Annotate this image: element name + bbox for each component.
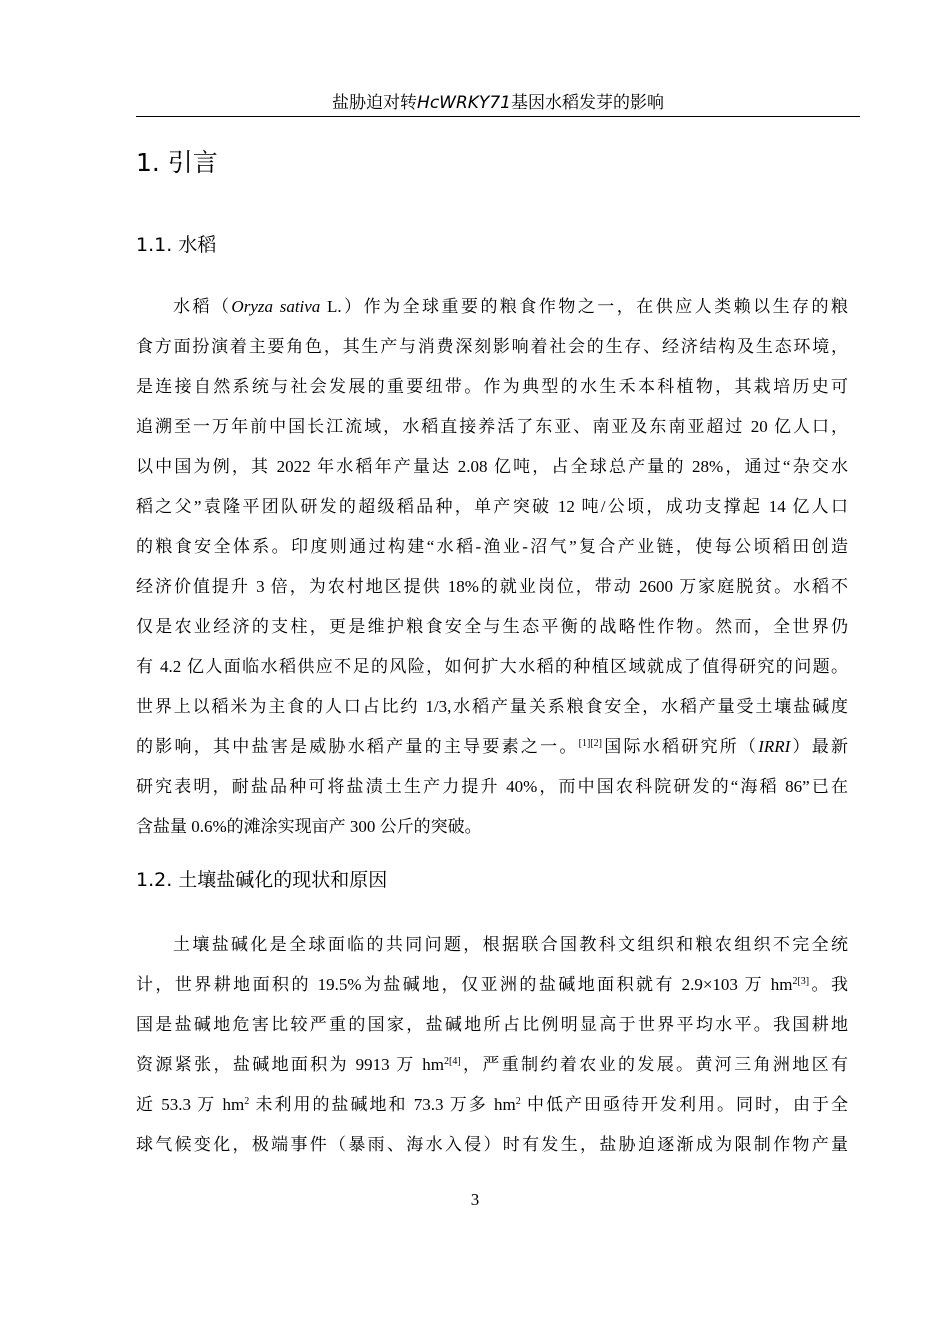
paragraph-line <box>136 1046 848 1086</box>
text-span: 水稻（ <box>173 297 232 316</box>
superscript-citation[interactable]: 2[3] <box>792 976 810 987</box>
paragraph-line <box>136 1086 848 1126</box>
header-title-suffix: 基因水稻发芽的影响 <box>510 93 664 112</box>
paragraph-line <box>136 966 848 1006</box>
paragraph-line: 稻之父”袁隆平团队研发的超级稻品种，单产突破 12 吨/公顷，成功支撑起 14 亿人口 <box>136 497 848 516</box>
paragraph-line <box>136 288 848 328</box>
superscript: 2 <box>515 1096 521 1107</box>
paragraph-line: 含盐量 0.6%的滩涂实现亩产 300 公斤的突破。 <box>136 817 482 836</box>
text-span: 近 53.3 万 hm <box>136 1095 245 1114</box>
paragraph-line <box>136 728 848 768</box>
running-header <box>136 92 860 114</box>
section-1-2-paragraph <box>136 926 848 1166</box>
paragraph-line: 球气候变化，极端事件（暴雨、海水入侵）时有发生，盐胁迫逐渐成为限制作物产量 <box>136 1135 848 1154</box>
citation-ref[interactable]: [2] <box>590 738 602 749</box>
text-span: 计，世界耕地面积的 19.5%为盐碱地，仅亚洲的盐碱地面积就有 2.9×103 万 hm <box>136 975 793 994</box>
citation-ref[interactable]: [1] <box>578 738 591 749</box>
header-title-prefix: 盐胁迫对转 <box>332 93 418 112</box>
text-span: ）最新 <box>790 737 849 756</box>
text-span: ，严重制约着农业的发展。黄河三角洲地区有 <box>460 1055 848 1074</box>
paragraph-line: 经济价值提升 3 倍，为农村地区提供 18%的就业岗位，带动 2600 万家庭脱贫。水稻不 <box>136 577 848 596</box>
section-1-1-paragraph <box>136 288 848 848</box>
header-rule <box>136 116 860 117</box>
superscript: 2 <box>244 1096 250 1107</box>
section-1-heading: 1. 引言 <box>136 148 218 177</box>
paragraph-line: 国是盐碱地危害比较严重的国家，盐碱地所占比例明显高于世界平均水平。我国耕地 <box>136 1015 848 1034</box>
species-name: Oryza sativa <box>231 297 321 316</box>
paragraph-line: 有 4.2 亿人面临水稻供应不足的风险，如何扩大水稻的种植区域就成了值得研究的问题。 <box>136 657 848 676</box>
paragraph-line: 土壤盐碱化是全球面临的共同问题，根据联合国教科文组织和粮农组织不完全统 <box>173 935 848 954</box>
paragraph-line: 的粮食安全体系。印度则通过构建“水稻-渔业-沼气”复合产业链，使每公顷稻田创造 <box>136 537 848 556</box>
paragraph-line: 是连接自然系统与社会发展的重要纽带。作为典型的水生禾本科植物，其栽培历史可 <box>136 377 848 396</box>
text-span: 中低产田亟待开发利用。同时，由于全 <box>520 1095 848 1114</box>
text-span: 。我 <box>809 975 848 994</box>
paragraph-line: 世界上以稻米为主食的人口占比约 1/3,水稻产量关系粮食安全，水稻产量受土壤盐碱度 <box>136 697 848 716</box>
paragraph-line: 食方面扮演着主要角色，其生产与消费深刻影响着社会的生存、经济结构及生态环境， <box>136 337 848 356</box>
paragraph-line: 追溯至一万年前中国长江流域，水稻直接养活了东亚、南亚及东南亚超过 20 亿人口， <box>136 417 848 436</box>
irri-abbrev: IRRI <box>758 737 791 756</box>
section-1-2-heading: 1.2. 土壤盐碱化的现状和原因 <box>136 869 388 891</box>
section-1-1-heading: 1.1. 水稻 <box>136 234 217 256</box>
text-span: 国际水稻研究所（ <box>601 737 759 756</box>
paragraph-line: 仅是农业经济的支柱，更是维护粮食安全与生态平衡的战略性作物。然而，全世界仍 <box>136 617 848 636</box>
paragraph-line: 以中国为例，其 2022 年水稻年产量达 2.08 亿吨，占全球总产量的 28%，通过“杂交水 <box>136 457 848 476</box>
header-gene-name: HcWRKY71 <box>417 93 511 113</box>
text-span: 资源紧张，盐碱地面积为 9913 万 hm <box>136 1055 444 1074</box>
superscript-citation[interactable]: 2[4] <box>443 1056 461 1067</box>
text-span: 未利用的盐碱地和 73.3 万多 hm <box>249 1095 516 1114</box>
text-span: L.）作为全球重要的粮食作物之一，在供应人类赖以生存的粮 <box>320 297 848 316</box>
paragraph-line: 研究表明，耐盐品种可将盐渍土生产力提升 40%，而中国农科院研发的“海稻 86”已在 <box>136 777 848 796</box>
text-span: 的影响，其中盐害是威胁水稻产量的主导要素之一。 <box>136 737 579 756</box>
page-number: 3 <box>470 1190 480 1209</box>
